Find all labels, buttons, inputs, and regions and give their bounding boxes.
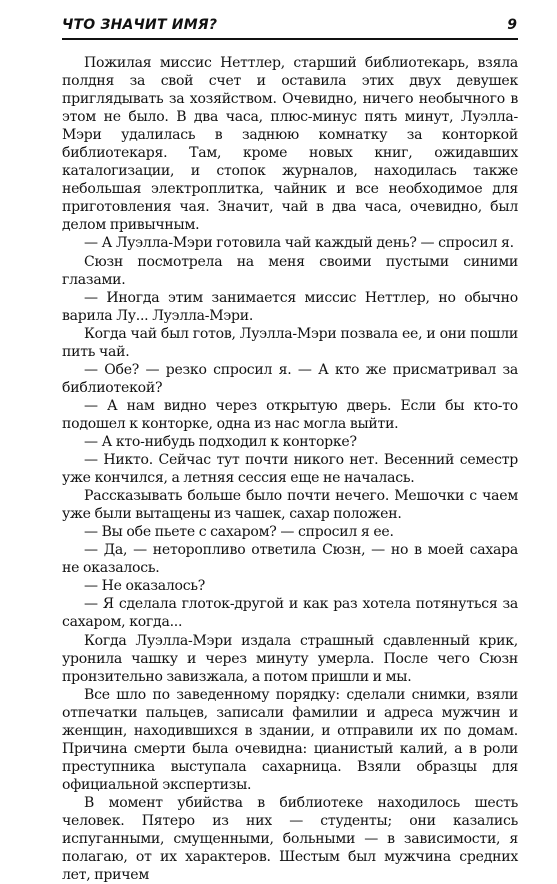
paragraph: Рассказывать больше было почти нечего. Мешочки с чаем уже были вытащены из чашек, сахар положен. (62, 488, 518, 523)
paragraph: — А Луэлла-Мэри готовила чай каждый день? — спросил я. (84, 235, 514, 252)
body-text (62, 54, 518, 884)
paragraph: В момент убийства в библиотеке находилось шесть человек. Пятеро из них — студенты; они казались испуганными, смущенными, больными — в зависимости, я полагаю, от их характеров. Шестым был мужчина средних лет, причем (62, 794, 518, 884)
paragraph: — Вы обе пьете с сахаром? — спросил я ее. (84, 524, 394, 541)
header-rule (62, 38, 518, 40)
paragraph: — Иногда этим занимается миссис Неттлер, но обычно варила Лу... Луэлла-Мэри. (62, 289, 518, 324)
paragraph: — А нам видно через открытую дверь. Если бы кто-то подошел к конторке, одна из нас могла выйти. (62, 397, 518, 432)
paragraph: — Обе? — резко спросил я. — А кто же присматривал за библиотекой? (62, 361, 518, 396)
paragraph: Сюзн посмотрела на меня своими пустыми синими глазами. (62, 253, 518, 288)
running-head: ЧТО ЗНАЧИТ ИМЯ? (62, 17, 218, 33)
page-number: 9 (507, 17, 517, 33)
paragraph: Когда Луэлла-Мэри издала страшный сдавленный крик, уронила чашку и через минуту умерла. После чего Сюзн пронзительно завизжала, а потом пришли и мы. (62, 632, 518, 685)
page-header (62, 17, 517, 39)
paragraph: Все шло по заведенному порядку: сделали снимки, взяли отпечатки пальцев, записали фамилии и адреса мужчин и женщин, находившихся в здании, и отправили их по домам. Причина смерти была очевидна: цианистый калий, а в роли преступника выступала сахарница. Взяли образцы для официальной экспертизы. (62, 686, 518, 793)
paragraph: Когда чай был готов, Луэлла-Мэри позвала ее, и они пошли пить чай. (62, 325, 518, 360)
paragraph: Пожилая миссис Неттлер, старший библиотекарь, взяла полдня за свой счет и оставила этих двух девушек приглядывать за хозяйством. Очевидно, ничего необычного в этом не было. В два часа, плюс-минус пять минут, Луэлла-Мэри удалилась в заднюю комнатку за конторкой библиотекаря. Там, кроме новых книг, ожидавших каталогизации, и стопок журналов, находилась также небольшая электроплитка, чайник и все необходимое для приготовления чая. Значит, чай в два часа, очевидно, был делом привычным. (62, 55, 518, 234)
paragraph: — А кто-нибудь подходил к конторке? (84, 433, 357, 450)
paragraph: — Не оказалось? (84, 578, 206, 595)
paragraph: — Да, — неторопливо ответила Сюзн, — но в моей сахара не оказалось. (62, 542, 518, 577)
paragraph: — Я сделала глоток-другой и как раз хотела потянуться за сахаром, когда... (62, 596, 518, 631)
paragraph: — Никто. Сейчас тут почти никого нет. Весенний семестр уже кончился, а летняя сессия еще не началась. (62, 452, 518, 487)
